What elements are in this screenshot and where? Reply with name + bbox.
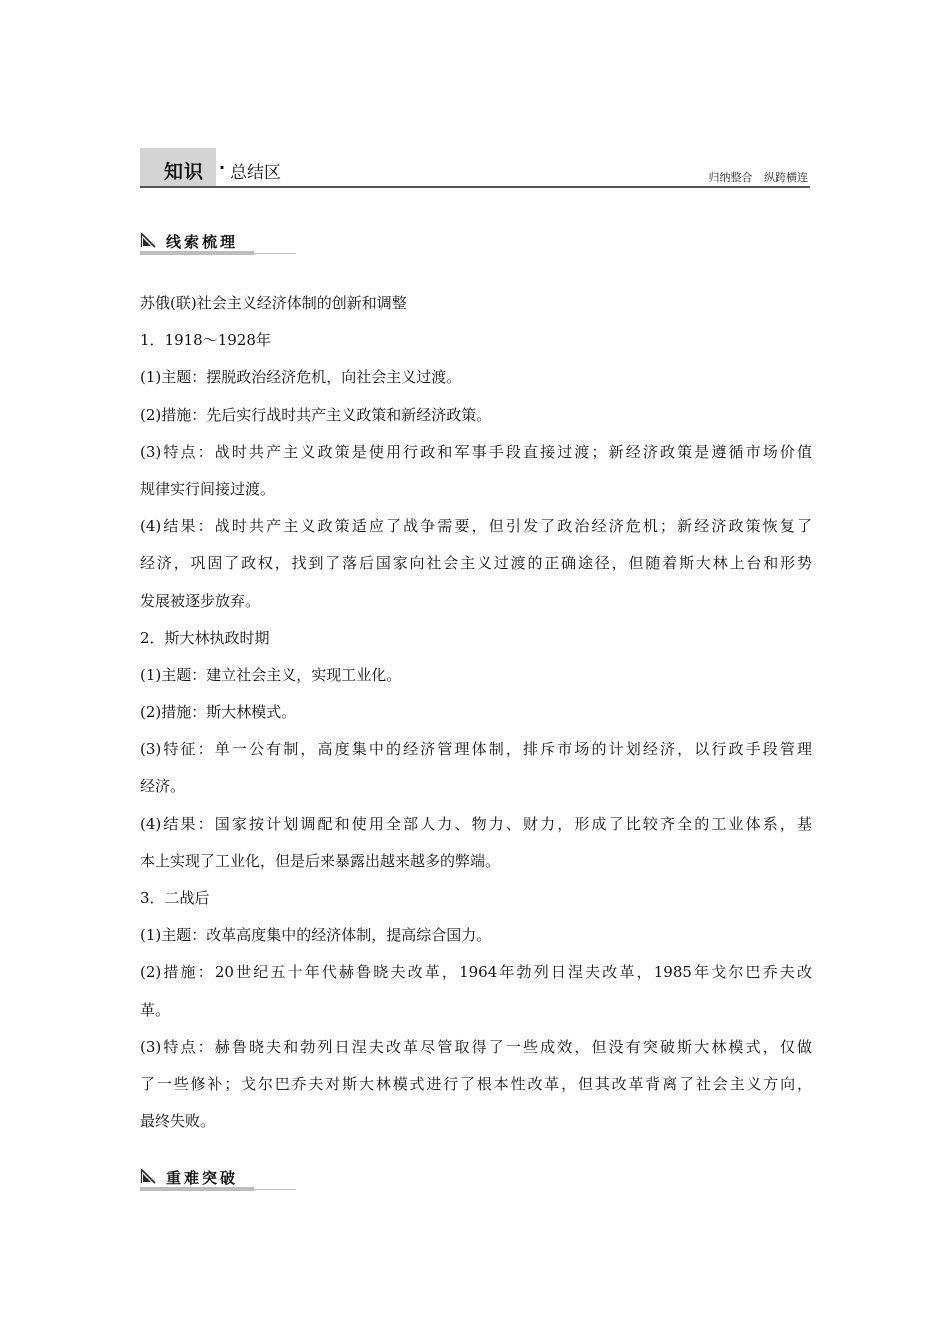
text-line: (1)主题：摆脱政治经济危机，向社会主义过渡。 [140, 368, 462, 387]
text-line: 最终失败。 [140, 1112, 216, 1131]
section-underline [140, 1187, 254, 1191]
text-line: 苏俄(联)社会主义经济体制的创新和调整 [140, 294, 407, 312]
body-text [140, 292, 812, 1147]
section-underline [140, 251, 254, 255]
header-title-sub: 总结区 [230, 163, 281, 183]
section-heading-label: 重难突破 [166, 1169, 239, 1187]
corner-arrow-icon [140, 232, 156, 248]
text-line: 了一些修补；戈尔巴乔夫对斯大林模式进行了根本性改革，但其改革背离了社会主义方向， [140, 1074, 812, 1093]
text-line: 经济。 [140, 777, 186, 796]
text-line: (4)结果：战时共产主义政策适应了战争需要，但引发了政治经济危机；新经济政策恢复了 [140, 517, 812, 536]
section-underline-thin [254, 1189, 296, 1190]
section-heading-key-points [140, 1168, 296, 1192]
text-line: (1)主题：改革高度集中的经济体制，提高综合国力。 [140, 926, 492, 945]
corner-arrow-icon [140, 1168, 156, 1184]
section-heading-label: 线索梳理 [166, 233, 239, 251]
section-underline-thin [254, 253, 296, 254]
text-line: (4)结果：国家按计划调配和使用全部人力、物力、财力，形成了比较齐全的工业体系，基 [140, 814, 812, 833]
text-line: 革。 [140, 1000, 171, 1019]
text-line: 2．斯大林执政时期 [140, 628, 270, 647]
header-title-main: 知识 [164, 161, 205, 183]
text-line: 经济，巩固了政权，找到了落后国家向社会主义过渡的正确途径，但随着斯大林上台和形势 [140, 554, 812, 573]
text-line: (2)措施：斯大林模式。 [140, 703, 297, 722]
header-tagline: 归纳整合 纵跨横连 [708, 171, 808, 184]
text-line: 1．1918～1928年 [140, 331, 271, 350]
text-line: 规律实行间接过渡。 [140, 479, 276, 498]
text-line: (2)措施：先后实行战时共产主义政策和新经济政策。 [140, 405, 492, 424]
section-heading-clues [140, 232, 296, 256]
section-header-banner [140, 148, 810, 188]
text-line: 发展被逐步放弃。 [140, 591, 261, 610]
text-line: (2)措施：20世纪五十年代赫鲁晓夫改革，1964年勃列日涅夫改革，1985年戈尔巴乔夫改 [140, 963, 812, 982]
header-title-dot: · [219, 158, 226, 177]
text-line: 3．二战后 [140, 889, 210, 907]
text-line: (3)特征：单一公有制，高度集中的经济管理体制，排斥市场的计划经济，以行政手段管理 [140, 740, 812, 759]
header-rule [140, 186, 810, 188]
text-line: (1)主题：建立社会主义，实现工业化。 [140, 665, 402, 684]
text-line: 本上实现了工业化，但是后来暴露出越来越多的弊端。 [140, 851, 501, 870]
text-line: (3)特点：战时共产主义政策是使用行政和军事手段直接过渡；新经济政策是遵循市场价值 [140, 442, 812, 461]
text-line: (3)特点：赫鲁晓夫和勃列日涅夫改革尽管取得了一些成效，但没有突破斯大林模式，仅做 [140, 1037, 812, 1056]
